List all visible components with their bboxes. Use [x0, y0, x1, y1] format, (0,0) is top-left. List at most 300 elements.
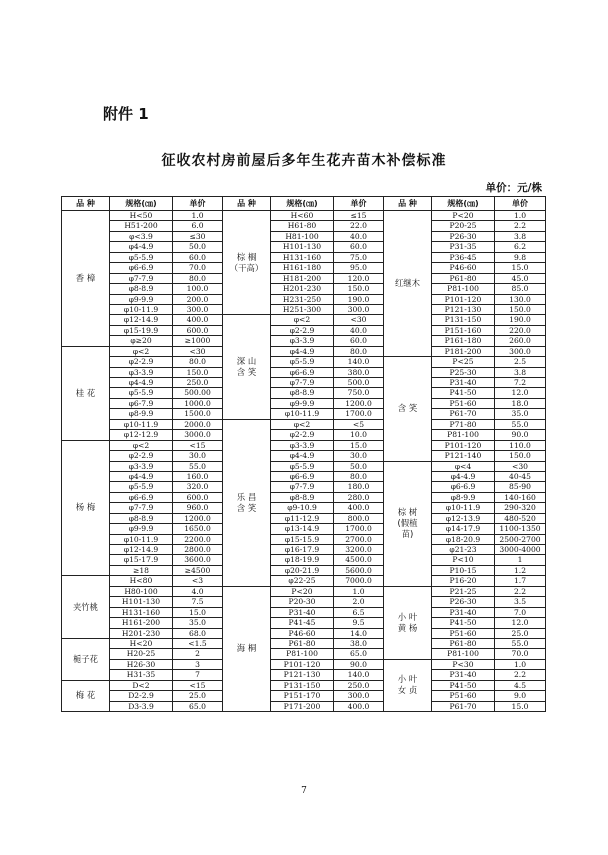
price-cell: 60.0: [334, 242, 384, 252]
spec-cell: φ15-17.9: [110, 555, 173, 565]
table-row: [62, 691, 546, 701]
spec-cell: φ3-3.9: [271, 336, 334, 346]
price-cell: 320.0: [173, 482, 223, 492]
spec-cell: φ≥20: [110, 336, 173, 346]
species-name: 红继木: [384, 211, 432, 357]
spec-cell: D3-3.9: [110, 701, 173, 711]
price-cell: 1200.0: [173, 513, 223, 523]
price-cell: 38.0: [334, 638, 384, 648]
price-cell: 3.8: [495, 367, 546, 377]
table-row: [62, 649, 546, 659]
price-cell: 1.0: [334, 586, 384, 596]
spec-cell: φ<2: [271, 419, 334, 429]
price-cell: 30.0: [173, 451, 223, 461]
spec-cell: φ7-7.9: [110, 503, 173, 513]
spec-cell: P26-30: [432, 597, 495, 607]
price-cell: 30.0: [334, 451, 384, 461]
price-cell: 140.0: [334, 670, 384, 680]
price-cell: 1.2: [495, 565, 546, 575]
price-cell: 800.0: [334, 513, 384, 523]
page-title: 征收农村房前屋后多年生花卉苗木补偿标准: [161, 153, 447, 169]
price-cell: 110.0: [495, 440, 546, 450]
spec-cell: φ10-11.9: [110, 534, 173, 544]
table-row: [62, 659, 546, 669]
table-row: [62, 252, 546, 262]
spec-cell: φ6-6.9: [432, 482, 495, 492]
price-cell: 300.0: [173, 304, 223, 314]
spec-cell: φ<2: [110, 440, 173, 450]
price-cell: 15.0: [495, 701, 546, 711]
table-row: [62, 628, 546, 638]
species-name: 栀子花: [62, 638, 110, 680]
price-cell: 300.0: [334, 691, 384, 701]
price-cell: 7: [173, 670, 223, 680]
table-row: [62, 367, 546, 377]
spec-cell: φ6-6.9: [271, 471, 334, 481]
price-cell: 150.0: [495, 304, 546, 314]
spec-cell: φ5-5.9: [271, 461, 334, 471]
spec-cell: P31-35: [432, 242, 495, 252]
header-price: 单价: [334, 197, 384, 211]
price-cell: 2.2: [495, 221, 546, 231]
spec-cell: φ13-14.9: [271, 524, 334, 534]
header-spec: 规格(㎝): [110, 197, 173, 211]
table-row: [62, 221, 546, 231]
table-row: [62, 325, 546, 335]
price-cell: 12.0: [495, 388, 546, 398]
spec-cell: H101-130: [271, 242, 334, 252]
price-cell: 1.0: [495, 659, 546, 669]
price-cell: 380.0: [334, 367, 384, 377]
spec-cell: P31-40: [432, 378, 495, 388]
price-cell: 1650.0: [173, 524, 223, 534]
species-name: 棕 榈 （干高）: [223, 211, 271, 315]
price-cell: 40-45: [495, 471, 546, 481]
table-row: [62, 471, 546, 481]
price-cell: 290-320: [495, 503, 546, 513]
spec-cell: φ8-8.9: [110, 513, 173, 523]
price-cell: 22.0: [334, 221, 384, 231]
spec-cell: H51-200: [110, 221, 173, 231]
table-row: [62, 680, 546, 690]
price-cell: ≥1000: [173, 336, 223, 346]
table-row: [62, 263, 546, 273]
spec-cell: P171-200: [271, 701, 334, 711]
spec-cell: φ<3.9: [110, 231, 173, 241]
spec-cell: P16-20: [432, 576, 495, 586]
spec-cell: P61-80: [432, 638, 495, 648]
price-cell: 130.0: [495, 294, 546, 304]
price-cell: 150.0: [495, 451, 546, 461]
table-row: [62, 211, 546, 221]
price-cell: 12.0: [495, 618, 546, 628]
table-row: [62, 618, 546, 628]
spec-cell: φ6-6.9: [110, 263, 173, 273]
price-cell: 65.0: [334, 649, 384, 659]
species-name: 小 叶 黄 杨: [384, 586, 432, 659]
spec-cell: P21-25: [432, 586, 495, 596]
species-name: 含 笑: [384, 357, 432, 461]
spec-cell: φ12-13.9: [432, 513, 495, 523]
price-cell: 4.0: [173, 586, 223, 596]
spec-cell: H<60: [271, 211, 334, 221]
price-cell: 2.0: [334, 597, 384, 607]
price-cell: 10.0: [334, 430, 384, 440]
spec-cell: φ4-4.9: [271, 451, 334, 461]
spec-cell: H61-80: [271, 221, 334, 231]
table-row: [62, 304, 546, 314]
table-row: [62, 503, 546, 513]
spec-cell: φ9-10.9: [271, 503, 334, 513]
spec-cell: φ2-2.9: [110, 357, 173, 367]
price-cell: 750.0: [334, 388, 384, 398]
price-cell: 260.0: [495, 336, 546, 346]
price-cell: 140.0: [334, 357, 384, 367]
table-row: [62, 524, 546, 534]
price-cell: 55.0: [173, 461, 223, 471]
spec-cell: P81-100: [432, 284, 495, 294]
spec-cell: φ8-9.9: [110, 409, 173, 419]
price-cell: 15.0: [495, 263, 546, 273]
species-name: 杨 梅: [62, 440, 110, 576]
price-cell: 1.0: [173, 211, 223, 221]
spec-cell: φ3-3.9: [110, 461, 173, 471]
spec-cell: φ<2: [110, 346, 173, 356]
species-name: 深 山 含 笑: [223, 315, 271, 419]
price-cell: 3.5: [495, 597, 546, 607]
spec-cell: P41-45: [271, 618, 334, 628]
header-spec: 规格(㎝): [271, 197, 334, 211]
spec-cell: P81-100: [432, 430, 495, 440]
spec-cell: φ2-2.9: [271, 430, 334, 440]
spec-cell: P46-60: [432, 263, 495, 273]
price-cell: <3: [173, 576, 223, 586]
table-row: [62, 242, 546, 252]
price-cell: 15.0: [173, 607, 223, 617]
price-cell: 35.0: [173, 618, 223, 628]
price-cell: <5: [334, 419, 384, 429]
spec-cell: H101-130: [110, 597, 173, 607]
spec-cell: P61-80: [271, 638, 334, 648]
spec-cell: P<20: [432, 211, 495, 221]
table-row: [62, 461, 546, 471]
table-row: [62, 231, 546, 241]
price-cell: 80.0: [173, 273, 223, 283]
price-cell: 40.0: [334, 325, 384, 335]
price-cell: 400.0: [334, 701, 384, 711]
header-price: 单价: [173, 197, 223, 211]
price-cell: 220.0: [495, 325, 546, 335]
spec-cell: φ10-11.9: [271, 409, 334, 419]
price-cell: 7.2: [495, 378, 546, 388]
spec-cell: φ4-4.9: [271, 346, 334, 356]
price-cell: 190.0: [334, 294, 384, 304]
price-cell: <30: [173, 346, 223, 356]
price-cell: 90.0: [495, 430, 546, 440]
price-cell: 1700.0: [334, 409, 384, 419]
price-cell: 4500.0: [334, 555, 384, 565]
spec-cell: φ3-3.9: [271, 440, 334, 450]
price-cell: 80.0: [173, 357, 223, 367]
spec-cell: P31-40: [432, 607, 495, 617]
price-cell: 75.0: [334, 252, 384, 262]
price-cell: 2200.0: [173, 534, 223, 544]
spec-cell: P41-50: [432, 618, 495, 628]
spec-cell: φ15-19.9: [110, 325, 173, 335]
price-cell: 80.0: [334, 471, 384, 481]
spec-cell: H20-25: [110, 649, 173, 659]
table-row: [62, 576, 546, 586]
price-cell: 3000.0: [173, 430, 223, 440]
price-cell: 70.0: [173, 263, 223, 273]
spec-cell: φ6-7.9: [110, 398, 173, 408]
price-cell: 2.2: [495, 670, 546, 680]
price-cell: 50.0: [173, 242, 223, 252]
price-cell: <15: [173, 440, 223, 450]
table-row: [62, 597, 546, 607]
spec-cell: φ8-9.9: [432, 492, 495, 502]
table-row: [62, 346, 546, 356]
spec-cell: P121-130: [271, 670, 334, 680]
price-cell: 150.0: [334, 284, 384, 294]
table-row: [62, 440, 546, 450]
table-row: [62, 294, 546, 304]
price-cell: 1700.0: [334, 524, 384, 534]
spec-cell: H131-160: [110, 607, 173, 617]
price-cell: 3.8: [495, 231, 546, 241]
spec-cell: P<20: [271, 586, 334, 596]
spec-cell: P<25: [432, 357, 495, 367]
species-name: 棕 树 (假植 苗): [384, 461, 432, 586]
table-row: [62, 398, 546, 408]
price-cell: 5600.0: [334, 565, 384, 575]
header-species: 品 种: [384, 197, 432, 211]
header-species: 品 种: [223, 197, 271, 211]
spec-cell: H251-300: [271, 304, 334, 314]
price-cell: 85-90: [495, 482, 546, 492]
spec-cell: φ<4: [432, 461, 495, 471]
price-cell: 95.0: [334, 263, 384, 273]
price-cell: 90.0: [334, 659, 384, 669]
spec-cell: P51-60: [432, 628, 495, 638]
price-cell: 180.0: [334, 482, 384, 492]
spec-cell: P41-50: [432, 388, 495, 398]
table-row: [62, 545, 546, 555]
price-cell: 1500.0: [173, 409, 223, 419]
table-row: [62, 378, 546, 388]
price-cell: 55.0: [495, 419, 546, 429]
price-cell: 960.0: [173, 503, 223, 513]
table-row: [62, 336, 546, 346]
table-row: [62, 607, 546, 617]
price-cell: 3200.0: [334, 545, 384, 555]
spec-cell: φ18-20.9: [432, 534, 495, 544]
price-cell: 40.0: [334, 231, 384, 241]
spec-cell: P61-70: [432, 701, 495, 711]
price-cell: 50.0: [334, 461, 384, 471]
spec-cell: P61-80: [432, 273, 495, 283]
price-cell: ≤15: [334, 211, 384, 221]
species-name: 海 桐: [223, 586, 271, 711]
price-cell: 2.2: [495, 586, 546, 596]
price-cell: 9.5: [334, 618, 384, 628]
spec-cell: φ5-5.9: [110, 388, 173, 398]
spec-cell: φ22-25: [271, 576, 334, 586]
table-row: [62, 419, 546, 429]
spec-cell: D2-2.9: [110, 691, 173, 701]
price-cell: 25.0: [495, 628, 546, 638]
price-cell: 65.0: [173, 701, 223, 711]
price-cell: <1.5: [173, 638, 223, 648]
spec-cell: P121-140: [432, 451, 495, 461]
spec-cell: φ8-8.9: [271, 388, 334, 398]
price-cell: <30: [334, 315, 384, 325]
spec-cell: P81-100: [271, 649, 334, 659]
price-cell: 150.0: [173, 367, 223, 377]
spec-cell: φ10-11.9: [110, 419, 173, 429]
price-cell: 1.7: [495, 576, 546, 586]
price-cell: 1000.0: [173, 398, 223, 408]
spec-cell: H131-160: [271, 252, 334, 262]
spec-cell: φ20-21.9: [271, 565, 334, 575]
price-cell: 3600.0: [173, 555, 223, 565]
price-cell: 68.0: [173, 628, 223, 638]
table-row: [62, 430, 546, 440]
spec-cell: P61-70: [432, 409, 495, 419]
price-cell: 500.0: [334, 378, 384, 388]
price-cell: 1200.0: [334, 398, 384, 408]
price-cell: 7.0: [495, 607, 546, 617]
spec-cell: P101-120: [432, 294, 495, 304]
price-cell: 500.00: [173, 388, 223, 398]
spec-cell: H81-100: [271, 231, 334, 241]
spec-cell: φ4-4.9: [110, 471, 173, 481]
species-name: 桂 花: [62, 346, 110, 440]
price-cell: 400.0: [334, 503, 384, 513]
table-row: [62, 565, 546, 575]
table-row: [62, 638, 546, 648]
price-cell: 70.0: [495, 649, 546, 659]
spec-cell: φ12-12.9: [110, 430, 173, 440]
price-cell: 250.0: [173, 378, 223, 388]
spec-cell: P51-60: [432, 691, 495, 701]
spec-cell: H26-30: [110, 659, 173, 669]
price-cell: 250.0: [334, 680, 384, 690]
price-cell: 15.0: [334, 440, 384, 450]
price-cell: 2000.0: [173, 419, 223, 429]
spec-cell: φ3-3.9: [110, 367, 173, 377]
spec-cell: H231-250: [271, 294, 334, 304]
table-row: [62, 482, 546, 492]
spec-cell: φ8-8.9: [110, 284, 173, 294]
spec-cell: H<50: [110, 211, 173, 221]
price-cell: 2500-2700: [495, 534, 546, 544]
table-row: [62, 273, 546, 283]
price-cell: 55.0: [495, 638, 546, 648]
price-cell: 280.0: [334, 492, 384, 502]
table-row: [62, 409, 546, 419]
spec-cell: φ10-11.9: [432, 503, 495, 513]
price-cell: 2700.0: [334, 534, 384, 544]
unit-note: 单价：元/株: [485, 182, 542, 194]
spec-cell: P26-30: [432, 231, 495, 241]
spec-cell: φ14-17.9: [432, 524, 495, 534]
spec-cell: φ12-14.9: [110, 315, 173, 325]
price-cell: 600.0: [173, 492, 223, 502]
price-cell: 100.0: [173, 284, 223, 294]
species-name: 梅 花: [62, 680, 110, 711]
price-cell: 7.5: [173, 597, 223, 607]
price-cell: 1: [495, 555, 546, 565]
price-cell: 6.2: [495, 242, 546, 252]
table-row: [62, 701, 546, 711]
spec-cell: P<10: [432, 555, 495, 565]
compensation-table: [61, 196, 546, 712]
spec-cell: φ9-9.9: [271, 398, 334, 408]
table-row: [62, 586, 546, 596]
spec-cell: φ2-2.9: [110, 451, 173, 461]
spec-cell: P36-45: [432, 252, 495, 262]
spec-cell: φ7-7.9: [110, 273, 173, 283]
spec-cell: P161-180: [432, 336, 495, 346]
spec-cell: P131-150: [271, 680, 334, 690]
price-cell: 300.0: [334, 304, 384, 314]
price-cell: 2.5: [495, 357, 546, 367]
spec-cell: φ4-4.9: [110, 242, 173, 252]
spec-cell: P71-80: [432, 419, 495, 429]
price-cell: 1.0: [495, 211, 546, 221]
spec-cell: H80-100: [110, 586, 173, 596]
spec-cell: φ6-6.9: [271, 367, 334, 377]
spec-cell: φ4-4.9: [432, 471, 495, 481]
spec-cell: P181-200: [432, 346, 495, 356]
spec-cell: P81-100: [432, 649, 495, 659]
price-cell: 200.0: [173, 294, 223, 304]
price-cell: 9.0: [495, 691, 546, 701]
price-cell: <30: [495, 461, 546, 471]
price-cell: 25.0: [173, 691, 223, 701]
spec-cell: P131-150: [432, 315, 495, 325]
spec-cell: φ18-19.9: [271, 555, 334, 565]
spec-cell: P151-160: [432, 325, 495, 335]
price-cell: <15: [173, 680, 223, 690]
spec-cell: φ5-5.9: [271, 357, 334, 367]
price-cell: 2800.0: [173, 545, 223, 555]
spec-cell: H161-180: [271, 263, 334, 273]
price-cell: 7000.0: [334, 576, 384, 586]
spec-cell: P41-50: [432, 680, 495, 690]
spec-cell: φ9-9.9: [110, 524, 173, 534]
price-cell: 3: [173, 659, 223, 669]
spec-cell: D<2: [110, 680, 173, 690]
table-row: [62, 513, 546, 523]
species-name: 夹竹桃: [62, 576, 110, 639]
spec-cell: φ4-4.9: [110, 378, 173, 388]
header-price: 单价: [495, 197, 546, 211]
price-cell: 400.0: [173, 315, 223, 325]
price-cell: 4.5: [495, 680, 546, 690]
price-cell: 2: [173, 649, 223, 659]
price-cell: 14.0: [334, 628, 384, 638]
table-row: [62, 451, 546, 461]
spec-cell: φ2-2.9: [271, 325, 334, 335]
price-cell: 80.0: [334, 346, 384, 356]
spec-cell: φ6-6.9: [110, 492, 173, 502]
table-row: [62, 357, 546, 367]
spec-cell: φ7-7.9: [271, 378, 334, 388]
spec-cell: P20-30: [271, 597, 334, 607]
price-cell: 190.0: [495, 315, 546, 325]
